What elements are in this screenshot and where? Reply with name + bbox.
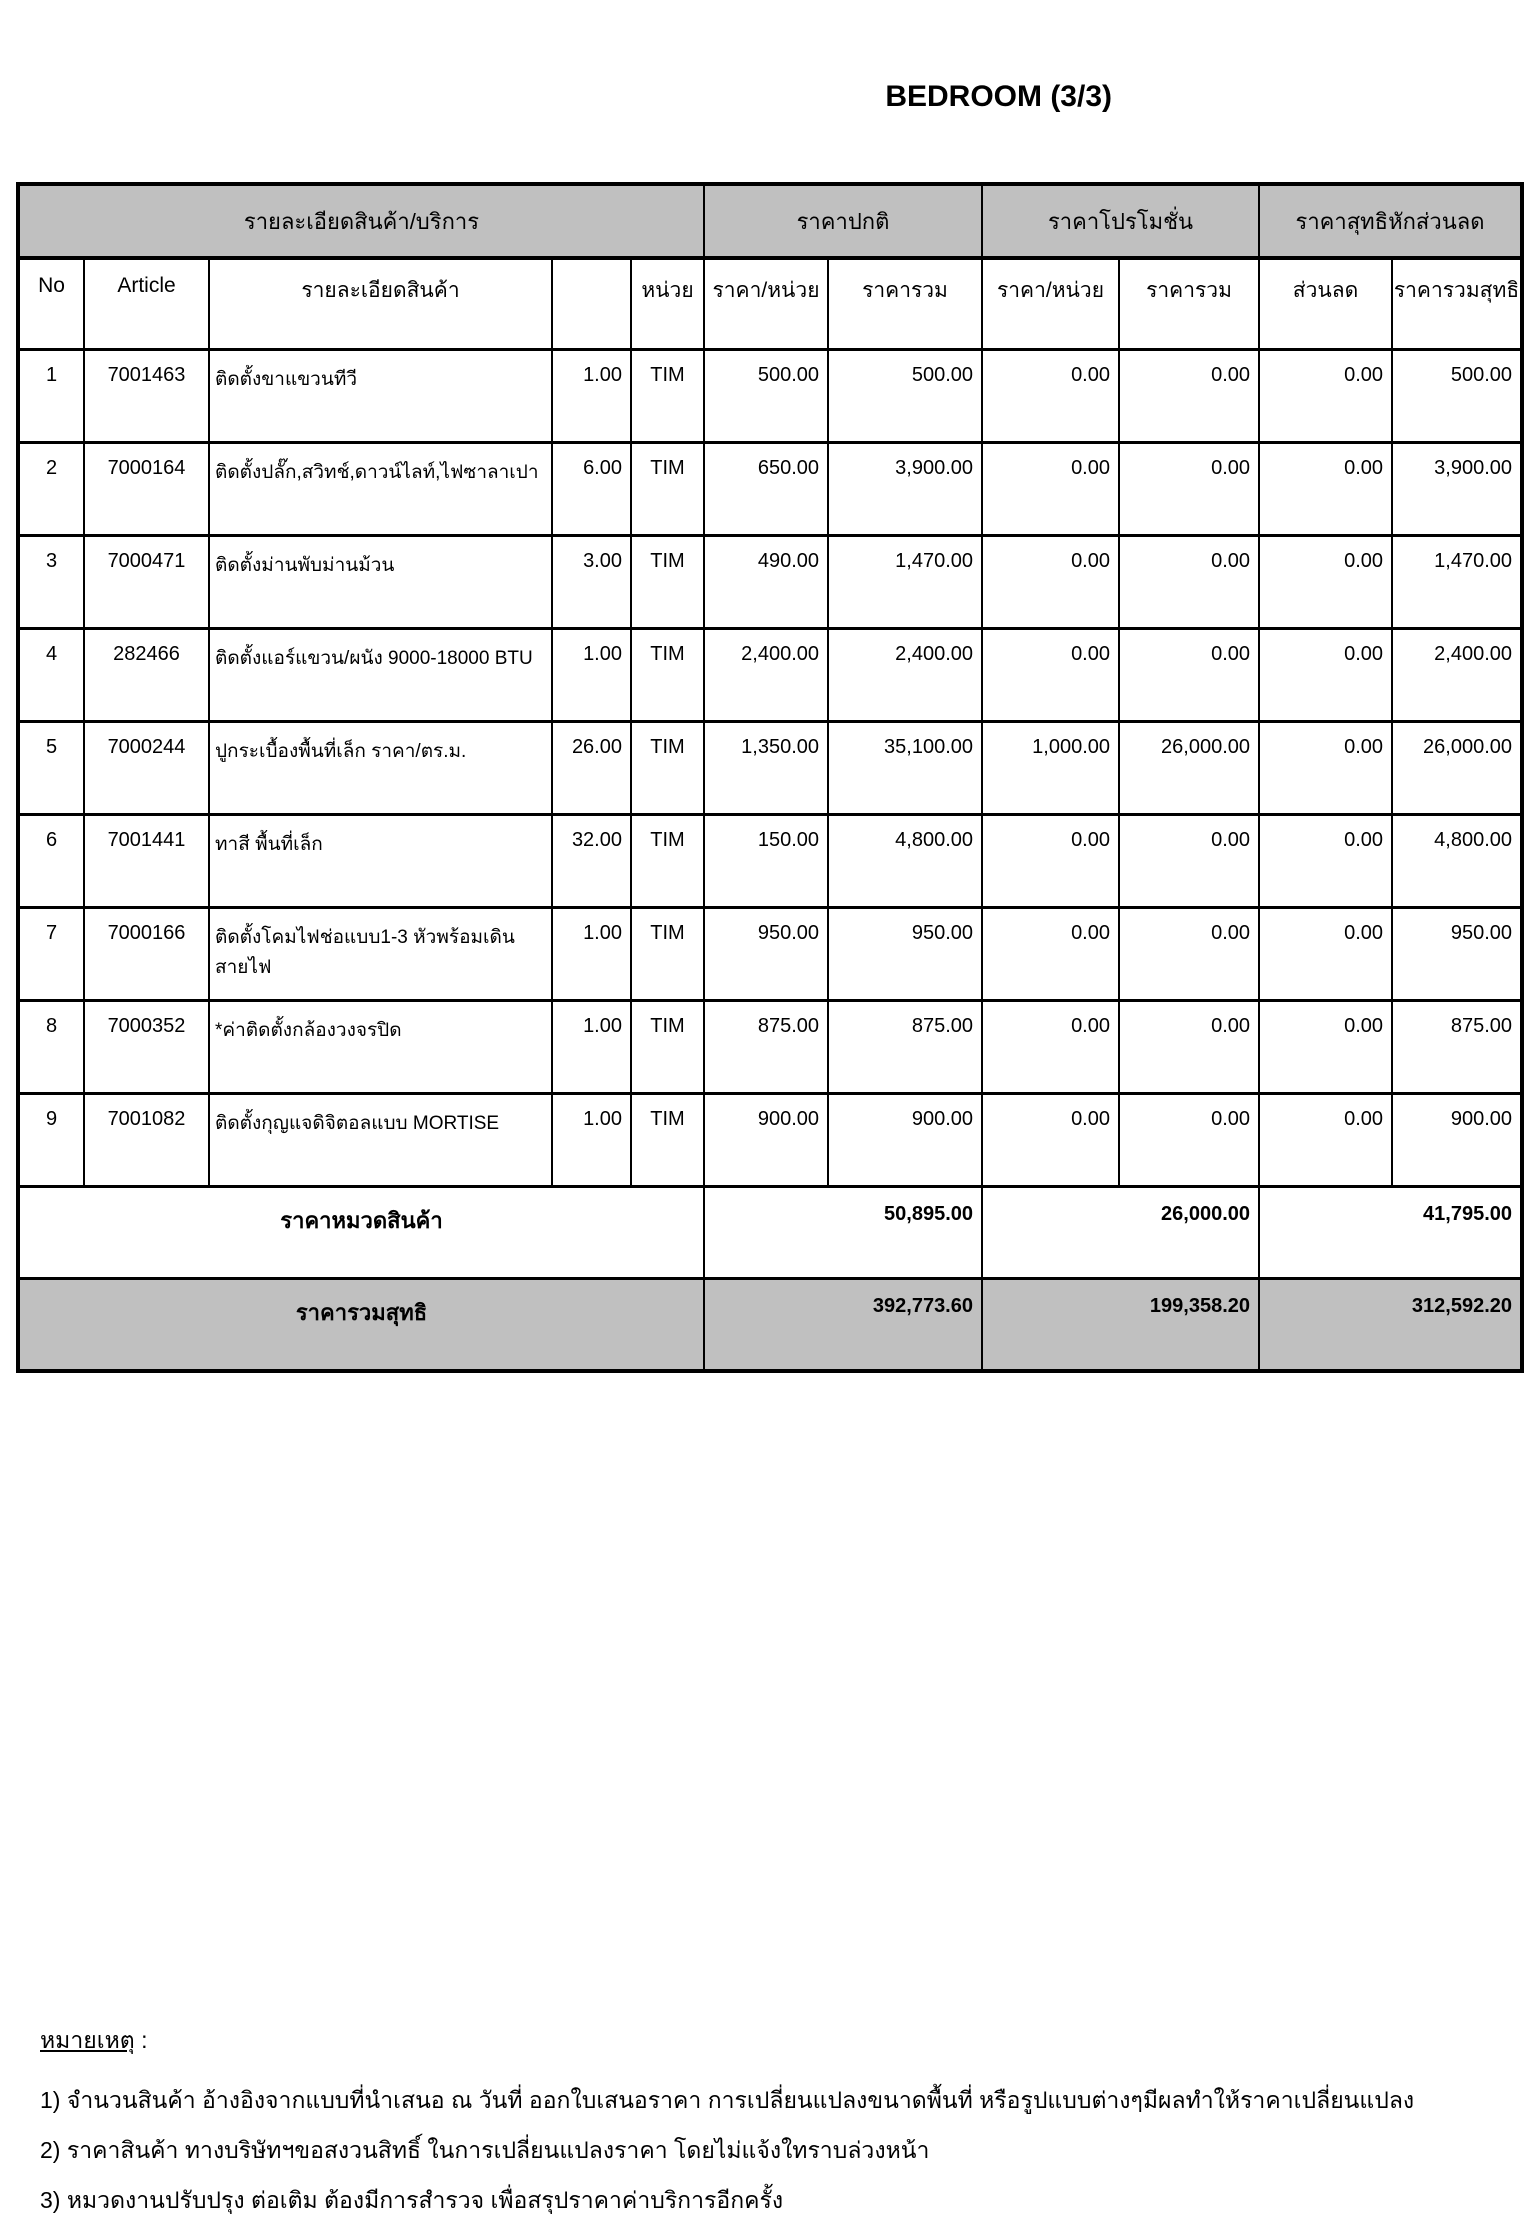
grand-total-promo: 199,358.20 (982, 1279, 1259, 1372)
cell-price-per-unit: 500.00 (704, 350, 828, 443)
cell-price-total: 950.00 (828, 908, 982, 1001)
cell-unit: TIM (631, 350, 704, 443)
notes-heading (40, 2023, 1536, 2059)
cell-price-per-unit: 900.00 (704, 1094, 828, 1187)
cell-description: ติดตั้งม่านพับม่านม้วน (209, 536, 552, 629)
cell-description: ติดตั้งขาแขวนทีวี (209, 350, 552, 443)
table-row (18, 1094, 1522, 1187)
cell-no: 6 (18, 815, 84, 908)
cell-net-total: 3,900.00 (1392, 443, 1522, 536)
cell-promo-total: 0.00 (1119, 536, 1259, 629)
table-row (18, 536, 1522, 629)
cell-discount: 0.00 (1259, 722, 1392, 815)
column-header-discount: ส่วนลด (1259, 258, 1392, 350)
column-header-promo-total: ราคารวม (1119, 258, 1259, 350)
table-row (18, 443, 1522, 536)
cell-description: ติดตั้งโคมไฟช่อแบบ1-3 หัวพร้อมเดินสายไฟ (209, 908, 552, 1001)
cell-article: 7001463 (84, 350, 209, 443)
cell-no: 5 (18, 722, 84, 815)
table-row (18, 350, 1522, 443)
group-header-net-price: ราคาสุทธิหักส่วนลด (1259, 184, 1522, 258)
grand-total-row (18, 1279, 1522, 1372)
cell-promo-per-unit: 0.00 (982, 350, 1119, 443)
cell-unit: TIM (631, 536, 704, 629)
cell-quantity: 1.00 (552, 1001, 631, 1094)
cell-quantity: 32.00 (552, 815, 631, 908)
cell-discount: 0.00 (1259, 443, 1392, 536)
cell-discount: 0.00 (1259, 1001, 1392, 1094)
cell-no: 7 (18, 908, 84, 1001)
cell-unit: TIM (631, 722, 704, 815)
grand-total-net: 312,592.20 (1259, 1279, 1522, 1372)
cell-no: 9 (18, 1094, 84, 1187)
group-header-normal-price: ราคาปกติ (704, 184, 982, 258)
cell-price-total: 2,400.00 (828, 629, 982, 722)
cell-article: 7001441 (84, 815, 209, 908)
table-row (18, 815, 1522, 908)
cell-discount: 0.00 (1259, 629, 1392, 722)
column-header-unit: หน่วย (631, 258, 704, 350)
cell-net-total: 950.00 (1392, 908, 1522, 1001)
quotation-table (16, 182, 1524, 1373)
column-header-price-total: ราคารวม (828, 258, 982, 350)
cell-article: 7000166 (84, 908, 209, 1001)
cell-unit: TIM (631, 443, 704, 536)
cell-net-total: 500.00 (1392, 350, 1522, 443)
table-column-header-row (18, 258, 1522, 350)
cell-unit: TIM (631, 629, 704, 722)
cell-price-total: 4,800.00 (828, 815, 982, 908)
column-header-article: Article (84, 258, 209, 350)
note-line-1: 1) จำนวนสินค้า อ้างอิงจากแบบที่นำเสนอ ณ วันที่ ออกใบเสนอราคา การเปลี่ยนแปลงขนาดพื้นที่ หรือรูปแบบต่างๆมีผลทำให้ราคาเปลี่ยนแปลง (40, 2087, 1415, 2113)
table-row (18, 1001, 1522, 1094)
group-header-promo-price: ราคาโปรโมชั่น (982, 184, 1259, 258)
cell-description: ปูกระเบื้องพื้นที่เล็ก ราคา/ตร.ม. (209, 722, 552, 815)
cell-promo-per-unit: 0.00 (982, 536, 1119, 629)
cell-discount: 0.00 (1259, 1094, 1392, 1187)
cell-description: ติดตั้งแอร์แขวน/ผนัง 9000-18000 BTU (209, 629, 552, 722)
cell-price-total: 1,470.00 (828, 536, 982, 629)
cell-net-total: 875.00 (1392, 1001, 1522, 1094)
cell-promo-per-unit: 1,000.00 (982, 722, 1119, 815)
cell-article: 7001082 (84, 1094, 209, 1187)
notes-heading-colon: : (134, 2027, 148, 2053)
cell-description: ติดตั้งปลั๊ก,สวิทช์,ดาวน์ไลท์,ไฟซาลาเปา (209, 443, 552, 536)
cell-article: 282466 (84, 629, 209, 722)
cell-price-total: 500.00 (828, 350, 982, 443)
cell-promo-total: 26,000.00 (1119, 722, 1259, 815)
cell-net-total: 2,400.00 (1392, 629, 1522, 722)
cell-net-total: 900.00 (1392, 1094, 1522, 1187)
notes-section (40, 2023, 1536, 2215)
category-total-row (18, 1187, 1522, 1279)
cell-price-total: 875.00 (828, 1001, 982, 1094)
cell-article: 7000471 (84, 536, 209, 629)
cell-discount: 0.00 (1259, 908, 1392, 1001)
cell-price-per-unit: 150.00 (704, 815, 828, 908)
quotation-page (0, 80, 1536, 2215)
cell-quantity: 1.00 (552, 1094, 631, 1187)
grand-total-label: ราคารวมสุทธิ (18, 1279, 704, 1372)
cell-no: 1 (18, 350, 84, 443)
cell-no: 2 (18, 443, 84, 536)
cell-promo-total: 0.00 (1119, 1094, 1259, 1187)
cell-quantity: 26.00 (552, 722, 631, 815)
cell-unit: TIM (631, 1001, 704, 1094)
cell-net-total: 4,800.00 (1392, 815, 1522, 908)
cell-price-per-unit: 875.00 (704, 1001, 828, 1094)
cell-promo-total: 0.00 (1119, 1001, 1259, 1094)
category-total-label: ราคาหมวดสินค้า (18, 1187, 704, 1279)
cell-promo-total: 0.00 (1119, 443, 1259, 536)
table-row (18, 629, 1522, 722)
cell-discount: 0.00 (1259, 536, 1392, 629)
cell-promo-total: 0.00 (1119, 815, 1259, 908)
cell-price-total: 900.00 (828, 1094, 982, 1187)
note-line-2: 2) ราคาสินค้า ทางบริษัทฯขอสงวนสิทธิ์ ในการเปลี่ยนแปลงราคา โดยไม่แจ้งใทราบล่วงหน้า (40, 2137, 930, 2163)
column-header-net-total: ราคารวมสุทธิ (1392, 258, 1522, 350)
column-header-description: รายละเอียดสินค้า (209, 258, 552, 350)
cell-promo-per-unit: 0.00 (982, 815, 1119, 908)
cell-unit: TIM (631, 908, 704, 1001)
cell-price-per-unit: 490.00 (704, 536, 828, 629)
table-group-header-row (18, 184, 1522, 258)
column-header-no: No (18, 258, 84, 350)
cell-price-per-unit: 650.00 (704, 443, 828, 536)
cell-promo-per-unit: 0.00 (982, 1094, 1119, 1187)
cell-price-per-unit: 1,350.00 (704, 722, 828, 815)
cell-quantity: 6.00 (552, 443, 631, 536)
cell-quantity: 1.00 (552, 350, 631, 443)
note-line-3: 3) หมวดงานปรับปรุง ต่อเติม ต้องมีการสำรวจ เพื่อสรุปราคาค่าบริการอีกครั้ง (40, 2187, 784, 2213)
cell-no: 3 (18, 536, 84, 629)
notes-heading-text: หมายเหตุ (40, 2027, 135, 2053)
column-header-price-per-unit: ราคา/หน่วย (704, 258, 828, 350)
cell-net-total: 1,470.00 (1392, 536, 1522, 629)
cell-unit: TIM (631, 815, 704, 908)
page-title: BEDROOM (3/3) (885, 80, 1112, 113)
cell-no: 8 (18, 1001, 84, 1094)
cell-description: *ค่าติดตั้งกล้องวงจรปิด (209, 1001, 552, 1094)
group-header-items: รายละเอียดสินค้า/บริการ (18, 184, 704, 258)
cell-promo-total: 0.00 (1119, 908, 1259, 1001)
category-total-net: 41,795.00 (1259, 1187, 1522, 1279)
cell-price-total: 35,100.00 (828, 722, 982, 815)
cell-price-per-unit: 950.00 (704, 908, 828, 1001)
cell-promo-per-unit: 0.00 (982, 908, 1119, 1001)
cell-discount: 0.00 (1259, 815, 1392, 908)
cell-promo-total: 0.00 (1119, 350, 1259, 443)
cell-no: 4 (18, 629, 84, 722)
cell-article: 7000244 (84, 722, 209, 815)
cell-promo-total: 0.00 (1119, 629, 1259, 722)
cell-promo-per-unit: 0.00 (982, 629, 1119, 722)
cell-description: ทาสี พื้นที่เล็ก (209, 815, 552, 908)
column-header-promo-per-unit: ราคา/หน่วย (982, 258, 1119, 350)
category-total-promo: 26,000.00 (982, 1187, 1259, 1279)
table-row (18, 908, 1522, 1001)
cell-quantity: 1.00 (552, 629, 631, 722)
cell-article: 7000164 (84, 443, 209, 536)
grand-total-normal: 392,773.60 (704, 1279, 982, 1372)
category-total-normal: 50,895.00 (704, 1187, 982, 1279)
cell-price-total: 3,900.00 (828, 443, 982, 536)
cell-quantity: 1.00 (552, 908, 631, 1001)
table-row (18, 722, 1522, 815)
cell-net-total: 26,000.00 (1392, 722, 1522, 815)
cell-price-per-unit: 2,400.00 (704, 629, 828, 722)
cell-article: 7000352 (84, 1001, 209, 1094)
cell-description: ติดตั้งกุญแจดิจิตอลแบบ MORTISE (209, 1094, 552, 1187)
cell-quantity: 3.00 (552, 536, 631, 629)
cell-unit: TIM (631, 1094, 704, 1187)
cell-promo-per-unit: 0.00 (982, 443, 1119, 536)
cell-discount: 0.00 (1259, 350, 1392, 443)
column-header-quantity (552, 258, 631, 350)
cell-promo-per-unit: 0.00 (982, 1001, 1119, 1094)
